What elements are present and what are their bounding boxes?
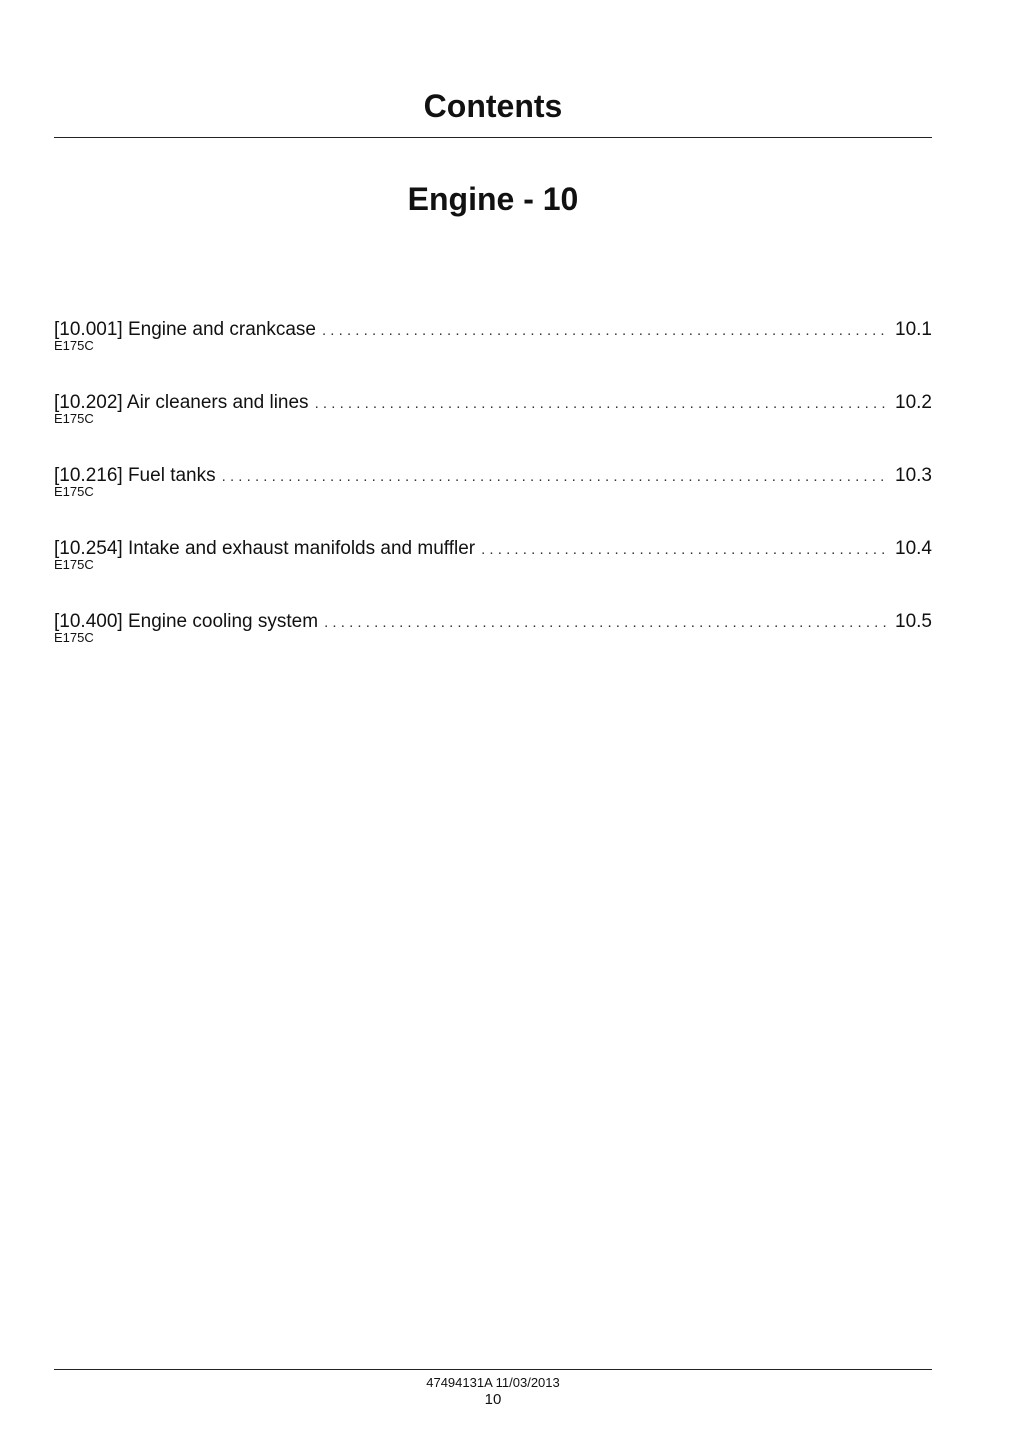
- toc-entry-model: E175C: [54, 411, 94, 426]
- toc-entry-page[interactable]: 10.4: [895, 538, 932, 559]
- toc-entry-label[interactable]: [10.202] Air cleaners and lines: [54, 392, 309, 413]
- toc-entry-model: E175C: [54, 630, 94, 645]
- footer-divider: [54, 1369, 932, 1370]
- toc-entry-page[interactable]: 10.5: [895, 611, 932, 632]
- toc-line: [54, 318, 932, 343]
- document-reference: 47494131A 11/03/2013: [426, 1375, 560, 1390]
- toc-entry-engine-cooling-system[interactable]: [54, 610, 932, 683]
- table-of-contents: [54, 318, 932, 683]
- toc-line: [54, 464, 932, 489]
- toc-entry-engine-and-crankcase[interactable]: [54, 318, 932, 391]
- toc-entry-label[interactable]: [10.001] Engine and crankcase: [54, 319, 316, 340]
- toc-entry-label[interactable]: [10.400] Engine cooling system: [54, 611, 319, 632]
- toc-entry-label[interactable]: [10.254] Intake and exhaust manifolds and muffler: [54, 538, 476, 559]
- page-number: 10: [484, 1391, 502, 1408]
- page-title: Contents: [423, 88, 563, 124]
- dot-leader: [315, 392, 889, 416]
- toc-line: [54, 391, 932, 416]
- toc-entry-model: E175C: [54, 338, 94, 353]
- dot-leader: [222, 465, 889, 489]
- toc-entry-model: E175C: [54, 484, 94, 499]
- toc-entry-model: E175C: [54, 557, 94, 572]
- toc-entry-page[interactable]: 10.3: [895, 465, 932, 486]
- header-divider: [54, 137, 932, 138]
- toc-line: [54, 537, 932, 562]
- toc-line: [54, 610, 932, 635]
- toc-entry-fuel-tanks[interactable]: [54, 464, 932, 537]
- toc-entry-page[interactable]: 10.2: [895, 392, 932, 413]
- toc-entry-intake-and-exhaust-manifolds[interactable]: [54, 537, 932, 610]
- section-title: Engine - 10: [407, 181, 579, 217]
- toc-entry-label[interactable]: [10.216] Fuel tanks: [54, 465, 216, 486]
- dot-leader: [322, 319, 889, 343]
- dot-leader: [481, 538, 889, 562]
- toc-entry-page[interactable]: 10.1: [895, 319, 932, 340]
- toc-entry-air-cleaners-and-lines[interactable]: [54, 391, 932, 464]
- dot-leader: [324, 611, 889, 635]
